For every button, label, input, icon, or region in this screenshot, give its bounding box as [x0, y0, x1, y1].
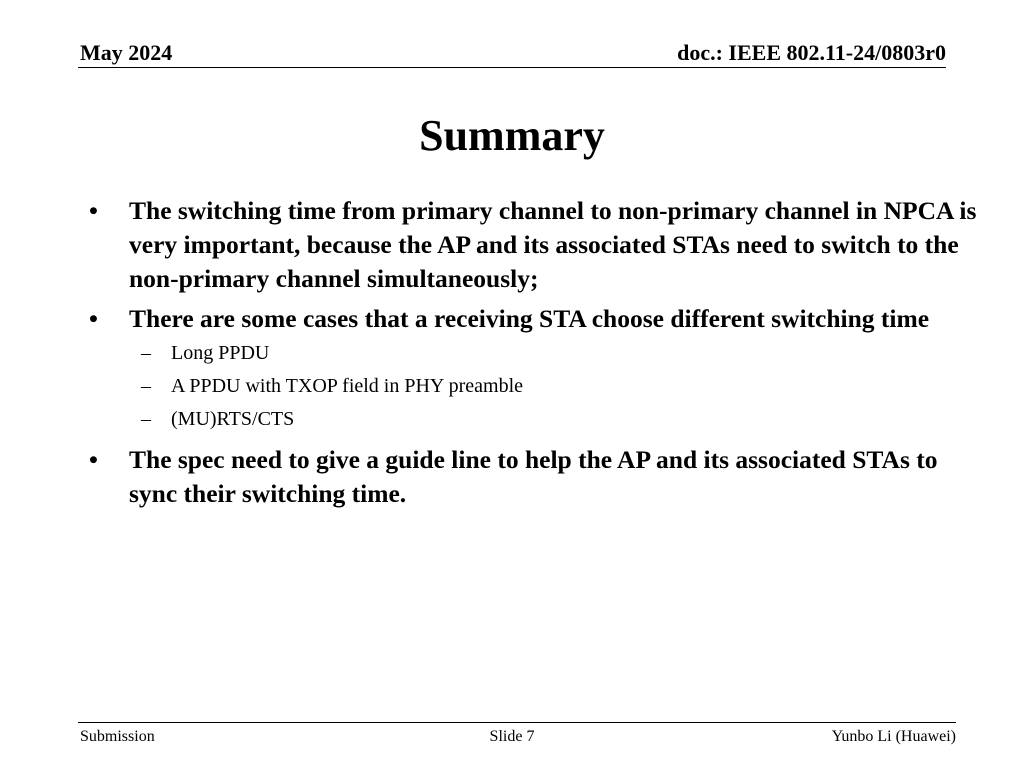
bullet-item [86, 302, 981, 336]
bullet-text: There are some cases that a receiving STA choose different switching time [129, 304, 930, 333]
bullet-text: The switching time from primary channel to non-primary channel in NPCA is very important, because the AP and its associated STAs need to switch to the non-primary channel simultaneously; [129, 196, 977, 293]
sub-item-text: Long PPDU [171, 342, 270, 364]
bullet-mark: • [89, 196, 98, 225]
header-doc-number: doc.: IEEE 802.11-24/0803r0 [677, 40, 946, 65]
footer-rule [78, 722, 956, 723]
bullet-mark: • [89, 304, 98, 333]
footer-author: Yunbo Li (Huawei) [831, 728, 956, 745]
header-date: May 2024 [80, 40, 173, 65]
bullet-mark: • [89, 445, 98, 474]
bullet-item [86, 194, 981, 296]
dash-mark: – [141, 342, 151, 364]
footer-submission: Submission [80, 728, 155, 745]
slide-content [86, 194, 981, 517]
bullet-text: The spec need to give a guide line to help the AP and its associated STAs to sync their switching time. [129, 445, 938, 508]
sub-item-text: (MU)RTS/CTS [171, 408, 295, 430]
dash-mark: – [141, 408, 151, 430]
sub-item [141, 406, 981, 433]
sub-item [141, 373, 981, 400]
slide-title: Summary [419, 111, 605, 160]
footer-slide-number: Slide 7 [489, 728, 535, 745]
sub-list [86, 340, 981, 433]
header-rule [78, 67, 946, 68]
sub-item-text: A PPDU with TXOP field in PHY preamble [171, 375, 524, 397]
bullet-item [86, 443, 981, 511]
dash-mark: – [141, 375, 151, 397]
sub-item [141, 340, 981, 367]
